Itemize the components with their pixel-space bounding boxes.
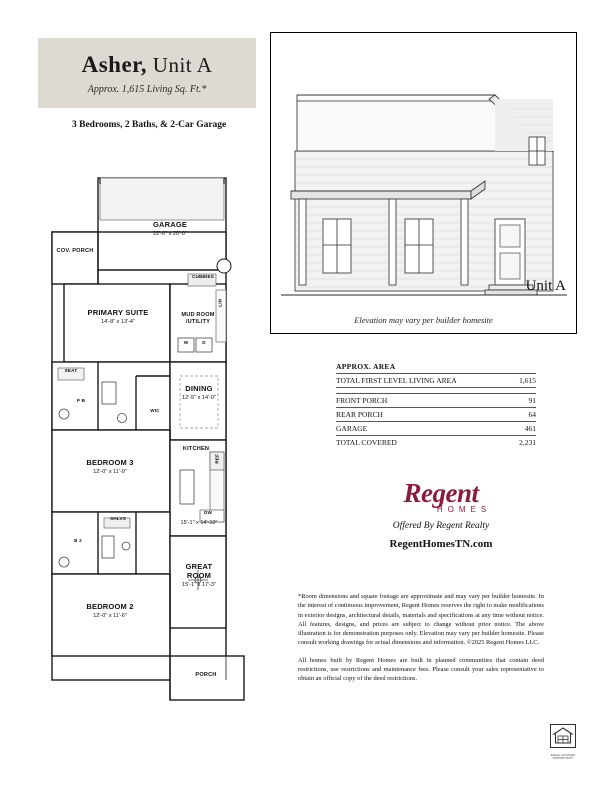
- area-row-label: TOTAL FIRST LEVEL LIVING AREA: [336, 376, 457, 385]
- table-row: [336, 407, 536, 421]
- room-label-kitchen-dim: 15'-1" x 14'-10": [180, 520, 218, 526]
- area-row-label: FRONT PORCH: [336, 396, 388, 405]
- room-label-dryer: D: [202, 340, 206, 345]
- room-label-dishwasher: DW: [203, 510, 213, 515]
- room-label-washer: W: [183, 340, 189, 345]
- area-row-label: TOTAL COVERED: [336, 438, 397, 447]
- page-title: [82, 52, 213, 78]
- room-label-cov-porch: COV. PORCH: [56, 248, 94, 254]
- plan-sqft: Approx. 1,615 Living Sq. Ft.*: [87, 83, 207, 95]
- room-label-great-room: GREAT ROOM 15'-1" x 17'-3": [182, 562, 216, 588]
- website-url[interactable]: RegentHomesTN.com: [389, 538, 493, 550]
- brand-logo: [336, 480, 546, 550]
- area-row-value: 1,615: [519, 376, 536, 385]
- table-row: [336, 393, 536, 407]
- plan-name: Asher,: [81, 51, 148, 77]
- area-row-value: 461: [524, 424, 536, 433]
- title-block: [38, 38, 256, 108]
- room-label-primary-bath: P B: [76, 398, 86, 403]
- disclaimer-paragraph-1: *Room dimensions and square footage are approximate and may vary per builder homesite. In the interest of continuous improvement, Regent Homes reserves the right to make modifications in exterior designs, architectural details, materials and specifications at any time without notice. All features, designs, and prices are subject to change without prior notice. The above illustration is for demonstration purposes only. Elevation may vary per builder homesite. Please consult working drawings for actual dimensions and information. ©2025 Regent Homes LLC.: [298, 593, 544, 647]
- brand-subtitle: HOMES: [436, 505, 492, 514]
- table-row: [336, 421, 536, 435]
- room-label-bedroom-3: BEDROOM 3 12'-0" x 11'-9": [86, 458, 134, 475]
- room-label-bedroom-2: BEDROOM 2 12'-0" x 11'-6": [86, 602, 134, 619]
- room-label-cubbies: CUBBIES: [191, 274, 215, 279]
- beds-baths-line: 3 Bedrooms, 2 Baths, & 2-Car Garage: [72, 120, 227, 130]
- room-label-shelves: SHLVS: [110, 516, 126, 521]
- room-label-kitchen: KITCHEN: [182, 446, 210, 452]
- area-row-value: 64: [528, 410, 536, 419]
- disclaimer-text: [298, 592, 544, 692]
- room-label-seat: SEAT: [64, 368, 78, 373]
- room-label-mud-room-utility: MUD ROOM /UTILITY: [181, 312, 215, 325]
- equal-housing-logo: [550, 724, 576, 760]
- area-row-value: 2,231: [519, 438, 536, 447]
- area-row-label: GARAGE: [336, 424, 368, 433]
- room-label-bath-2: B 2: [74, 538, 82, 543]
- area-row-value: 91: [528, 396, 536, 405]
- floor-plan: [38, 170, 268, 750]
- table-row: [336, 373, 536, 387]
- equal-housing-caption: EQUAL HOUSING OPPORTUNITY: [550, 754, 576, 760]
- elevation-caption: Elevation may vary per builder homesite: [354, 315, 493, 325]
- room-label-wic: WIC: [150, 408, 160, 413]
- room-label-refrigerator: REF: [214, 453, 220, 464]
- equal-housing-icon: [550, 724, 576, 748]
- area-table-heading: APPROX. AREA: [336, 362, 396, 371]
- offered-by-text: Offered By Regent Realty: [392, 521, 490, 531]
- table-row: [336, 435, 536, 449]
- elevation-illustration: [270, 32, 577, 334]
- elevation-unit-label: Unit A: [525, 278, 566, 294]
- area-table: [336, 362, 536, 449]
- area-row-label: REAR PORCH: [336, 410, 383, 419]
- plan-unit: Unit A: [152, 52, 213, 77]
- brand-name: Regent: [403, 478, 479, 508]
- room-label-garage: GARAGE 22'-0" x 20'-0": [152, 220, 188, 237]
- disclaimer-paragraph-2: All homes built by Regent Homes are built in planned communities that contain deed restrictions, use restrictions and maintenance fees. Please consult your sales representative to obtain an official copy of the deed restrictions.: [298, 656, 544, 683]
- room-label-primary-suite: PRIMARY SUITE 14'-8" x 13'-4": [87, 308, 149, 325]
- room-label-linen: LIN: [217, 298, 223, 307]
- room-label-dining: DINING 12'-5" x 14'-0": [182, 384, 216, 401]
- room-label-porch: PORCH: [195, 672, 217, 678]
